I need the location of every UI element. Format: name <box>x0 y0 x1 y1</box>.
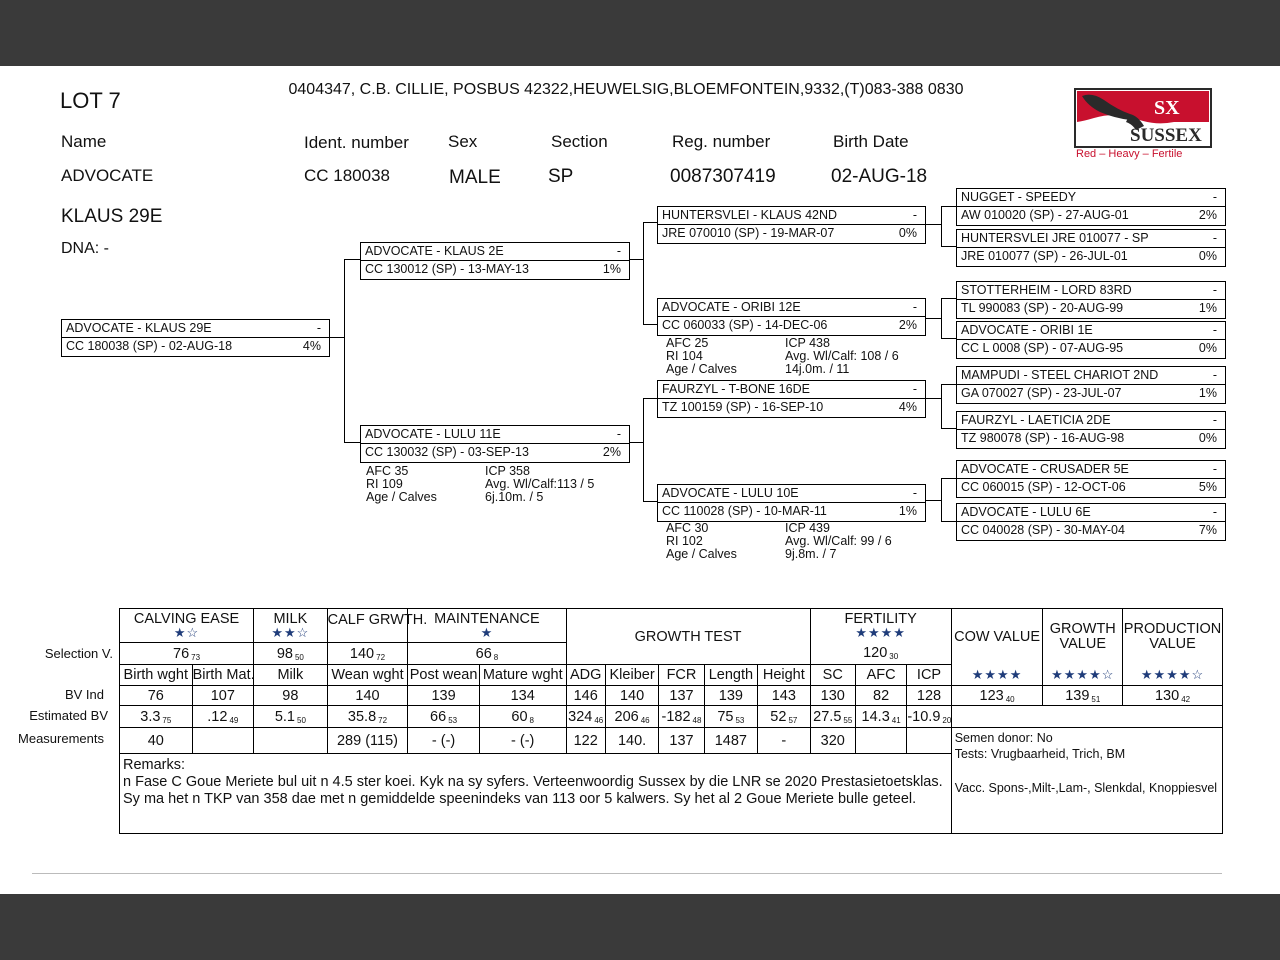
pedigree-line <box>941 206 942 247</box>
pedigree-id: CC 040028 (SP) - 30-MAY-04 <box>961 523 1125 537</box>
group-header-row <box>120 609 1223 643</box>
meas-cell: 137 <box>659 728 704 754</box>
pedigree-line <box>941 384 942 429</box>
remarks-title: Remarks: <box>123 757 186 773</box>
header-reg: Reg. number <box>672 132 771 151</box>
meas-cell <box>907 728 951 754</box>
pedigree-pct: 7% <box>1198 523 1217 537</box>
pedigree-name: NUGGET - SPEEDY <box>961 190 1077 204</box>
bv-cell: 98 <box>254 686 328 706</box>
logo-tagline: Red – Heavy – Fertile <box>1076 148 1183 160</box>
lot-number: LOT 7 <box>60 88 121 113</box>
growth-value: 139 $_{51}$ <box>1043 686 1123 706</box>
semen-donor: Semen donor: No <box>954 731 1053 745</box>
meas-cell <box>254 728 328 754</box>
animal-title: KLAUS 29E <box>61 206 163 227</box>
pedigree-pct: 1% <box>602 262 621 276</box>
pedigree-sds <box>956 281 1226 319</box>
pedigree-line <box>344 259 345 443</box>
ebv-cell: 3.3 $_{75}$ <box>120 706 193 728</box>
dam-dam-stats-left: AFC 30 RI 102 Age / Calves <box>666 521 737 561</box>
pedigree-self <box>61 319 330 357</box>
group-production-value: PRODUCTION VALUE <box>1123 609 1223 665</box>
pedigree-name: ADVOCATE - LULU 10E <box>662 486 799 500</box>
bv-cell: 139 <box>408 686 480 706</box>
pedigree-line <box>629 259 644 260</box>
pedigree-dam-dam <box>657 484 926 522</box>
fertility-stars: ★★★★ <box>855 624 906 640</box>
pedigree-line <box>941 298 956 299</box>
maintenance-stars: ★ <box>480 624 494 640</box>
pedigree-name: ADVOCATE - ORIBI 12E <box>662 300 801 314</box>
production-value-stars: ★★★★☆ <box>1123 665 1223 686</box>
pedigree-line <box>925 224 942 225</box>
bv-cell: 139 <box>704 686 757 706</box>
ebv-cell: 35.8 $_{72}$ <box>327 706 408 728</box>
production-value: 130 $_{42}$ <box>1123 686 1223 706</box>
bv-cell: 76 <box>120 686 193 706</box>
pedigree-flag: - <box>616 244 621 258</box>
pedigree-id: TL 990083 (SP) - 20-AUG-99 <box>961 301 1124 315</box>
pedigree-name: ADVOCATE - KLAUS 2E <box>365 244 504 258</box>
animal-sex: MALE <box>449 167 501 188</box>
bv-cell: 137 <box>659 686 704 706</box>
meas-cell: 320 <box>810 728 855 754</box>
selection-calf: 140 $_{72}$ <box>327 643 408 665</box>
meas-cell: 1487 <box>704 728 757 754</box>
sub-header: FCR <box>659 665 704 686</box>
bottom-dark-band <box>0 894 1280 960</box>
sussex-logo <box>1074 88 1212 160</box>
sub-header: ADG <box>566 665 605 686</box>
owner-details: 0404347, C.B. CILLIE, POSBUS 42322,HEUWELSIG,BLOEMFONTEIN,9332,(T)083-388 0830 <box>288 81 964 98</box>
pedigree-id: CC 060033 (SP) - 14-DEC-06 <box>662 318 828 332</box>
pedigree-id: AW 010020 (SP) - 27-AUG-01 <box>961 208 1129 222</box>
header-section: Section <box>551 132 608 151</box>
pedigree-dds <box>956 460 1226 498</box>
pedigree-pct: 2% <box>1198 208 1217 222</box>
header-ident: Ident. number <box>304 133 409 152</box>
sub-header: ICP <box>907 665 951 686</box>
milk-stars: ★★☆ <box>271 624 310 640</box>
sub-header: AFC <box>855 665 906 686</box>
sub-header: Kleiber <box>605 665 658 686</box>
calving-stars: ★☆ <box>173 624 200 640</box>
pedigree-line <box>925 500 942 501</box>
dna-status: DNA: - <box>61 240 109 257</box>
dam-stats-right: ICP 358 Avg. Wl/Calf:113 / 5 6j.10m. / 5 <box>485 464 595 504</box>
pedigree-sire <box>360 242 630 280</box>
selection-calving: 76 $_{73}$ <box>120 643 254 665</box>
pedigree-pct: 1% <box>898 504 917 518</box>
pedigree-flag: - <box>1212 231 1217 245</box>
row-label-bv: BV Ind <box>64 687 104 702</box>
pedigree-dam-sire <box>657 380 926 418</box>
pedigree-dss <box>956 366 1226 404</box>
pedigree-pct: 0% <box>1198 341 1217 355</box>
meas-cell: 122 <box>566 728 605 754</box>
ebv-cell: 52 $_{57}$ <box>758 706 810 728</box>
pedigree-line <box>941 521 956 522</box>
pedigree-dsd <box>956 411 1226 449</box>
group-milk: MILK ★★☆ <box>254 609 328 643</box>
group-growth-test: GROWTH TEST <box>566 609 810 665</box>
pedigree-pct: 0% <box>898 226 917 240</box>
group-calf-growth: CALF GRWTH. <box>327 609 408 643</box>
remarks-text: n Fase C Goue Meriete bul uit n 4.5 ster koei. Kyk na sy syfers. Verteenwoordig Sussex by die LNR se 2020 Prestasietoetsklas. Sy ma het n TKP van 358 dae met n gemiddelde speenindeks van 113 oor 5 kalwers. Sy het al 2 Goue Meriete bulle geteel. <box>123 774 943 807</box>
ebv-row <box>120 706 1223 728</box>
meas-cell: 140. <box>605 728 658 754</box>
bv-row <box>120 686 1223 706</box>
tests: Tests: Vrugbaarheid, Trich, BM <box>954 747 1126 761</box>
cow-value-stars: ★★★★ <box>951 665 1043 686</box>
sub-header: Birth Mat. <box>192 665 254 686</box>
pedigree-line <box>643 222 657 223</box>
ebv-cell: 14.3 $_{41}$ <box>855 706 906 728</box>
bv-cell: 107 <box>192 686 254 706</box>
pedigree-name: ADVOCATE - LULU 6E <box>961 505 1091 519</box>
pedigree-flag: - <box>1212 190 1217 204</box>
animal-section: SP <box>548 166 574 187</box>
pedigree-line <box>941 246 956 247</box>
pedigree-line <box>643 398 657 399</box>
ebv-cell: 5.1 $_{50}$ <box>254 706 328 728</box>
animal-reg: 0087307419 <box>670 166 776 187</box>
pedigree-flag: - <box>912 382 917 396</box>
pedigree-name: ADVOCATE - LULU 11E <box>365 427 501 441</box>
pedigree-flag: - <box>1212 283 1217 297</box>
pedigree-id: JRE 070010 (SP) - 19-MAR-07 <box>662 226 835 240</box>
sire-dam-stats-left: AFC 25 RI 104 Age / Calves <box>666 336 737 376</box>
group-calving: CALVING EASE ★☆ <box>120 609 254 643</box>
pedigree-line <box>941 298 942 339</box>
sub-header-row <box>120 665 1223 686</box>
pedigree-line <box>344 442 360 443</box>
pedigree-line <box>941 478 942 522</box>
pedigree-pct: 4% <box>898 400 917 414</box>
pedigree-flag: - <box>1212 505 1217 519</box>
pedigree-line <box>925 398 942 399</box>
ebv-cell: 27.5 $_{55}$ <box>810 706 855 728</box>
pedigree-sire-sire <box>657 206 926 244</box>
bv-cell: 146 <box>566 686 605 706</box>
pedigree-name: ADVOCATE - ORIBI 1E <box>961 323 1093 337</box>
ebv-cell: 206 $_{46}$ <box>605 706 658 728</box>
vaccinations: Vacc. Spons-,Milt-,Lam-, Slenkdal, Knoppiesvel <box>954 781 1218 795</box>
pedigree-flag: - <box>1212 413 1217 427</box>
pedigree-line <box>629 442 644 443</box>
animal-birth: 02-AUG-18 <box>831 166 928 187</box>
ebv-cell: 66 $_{53}$ <box>408 706 480 728</box>
footer-rule <box>32 873 1222 874</box>
pedigree-line <box>344 259 360 260</box>
pedigree-name: HUNTERSVLEI JRE 010077 - SP <box>961 231 1149 245</box>
sub-header: Milk <box>254 665 328 686</box>
pedigree-line <box>941 478 956 479</box>
pedigree-pct: 1% <box>1198 386 1217 400</box>
pedigree-id: CC 130032 (SP) - 03-SEP-13 <box>365 445 529 459</box>
pedigree-flag: - <box>912 208 917 222</box>
pedigree-line <box>941 428 956 429</box>
ebv-cell: -10.9 $_{20}$ <box>907 706 951 728</box>
meas-cell: 40 <box>120 728 193 754</box>
ebv-values-blank <box>951 706 1222 728</box>
header-name: Name <box>61 132 107 151</box>
sub-header: Mature wght <box>479 665 566 686</box>
sub-header: SC <box>810 665 855 686</box>
pedigree-pct: 2% <box>602 445 621 459</box>
pedigree-pct: 1% <box>1198 301 1217 315</box>
pedigree-line <box>643 398 644 502</box>
pedigree-pct: 0% <box>1198 431 1217 445</box>
bv-cell: 140 <box>605 686 658 706</box>
row-label-selection: Selection V. <box>44 646 113 661</box>
pedigree-sdd <box>956 321 1226 359</box>
meas-cell: - (-) <box>479 728 566 754</box>
pedigree-flag: - <box>1212 368 1217 382</box>
dam-dam-stats-right: ICP 439 Avg. Wl/Calf: 99 / 6 9j.8m. / 7 <box>785 521 892 561</box>
pedigree-name: ADVOCATE - KLAUS 29E <box>66 321 212 335</box>
pedigree-id: CC 060015 (SP) - 12-OCT-06 <box>961 480 1126 494</box>
pedigree-line <box>329 337 345 338</box>
bv-cell: 143 <box>758 686 810 706</box>
animal-name: ADVOCATE <box>61 166 154 185</box>
row-label-ebv: Estimated BV <box>29 708 108 723</box>
pedigree-name: FAURZYL - T-BONE 16DE <box>662 382 810 396</box>
ebv-cell: -182 $_{48}$ <box>659 706 704 728</box>
group-fertility: FERTILITY ★★★★ <box>810 609 951 643</box>
dam-stats-left: AFC 35 RI 109 Age / Calves <box>366 464 437 504</box>
pedigree-name: ADVOCATE - CRUSADER 5E <box>961 462 1129 476</box>
selection-maintenance: 66 $_8$ <box>408 643 566 665</box>
health-info <box>951 728 1222 834</box>
pedigree-line <box>643 324 657 325</box>
pedigree-line <box>941 338 956 339</box>
selection-fertility: 120 $_{30}$ <box>810 643 951 665</box>
sire-dam-stats-right: ICP 438 Avg. Wl/Calf: 108 / 6 14j.0m. / 11 <box>785 336 899 376</box>
bv-cell: 128 <box>907 686 951 706</box>
remarks <box>120 754 952 834</box>
pedigree-id: CC 130012 (SP) - 13-MAY-13 <box>365 262 529 276</box>
header-birth: Birth Date <box>833 132 909 151</box>
meas-cell: - <box>758 728 810 754</box>
pedigree-flag: - <box>616 427 621 441</box>
sub-header: Length <box>704 665 757 686</box>
ebv-cell: 324 $_{46}$ <box>566 706 605 728</box>
ebv-cell: 75 $_{53}$ <box>704 706 757 728</box>
meas-cell: - (-) <box>408 728 480 754</box>
bv-cell: 134 <box>479 686 566 706</box>
animal-ident: CC 180038 <box>304 166 391 185</box>
pedigree-name: MAMPUDI - STEEL CHARIOT 2ND <box>961 368 1159 382</box>
pedigree-name: STOTTERHEIM - LORD 83RD <box>961 283 1132 297</box>
ebv-cell: .12 $_{49}$ <box>192 706 254 728</box>
pedigree-ddd <box>956 503 1226 541</box>
bv-cell: 82 <box>855 686 906 706</box>
pedigree-id: TZ 980078 (SP) - 16-AUG-98 <box>961 431 1125 445</box>
pedigree-dam <box>360 425 630 463</box>
meas-cell <box>192 728 254 754</box>
sub-header: Height <box>758 665 810 686</box>
pedigree-pct: 0% <box>1198 249 1217 263</box>
ebv-cell: 60 $_8$ <box>479 706 566 728</box>
header-sex: Sex <box>448 132 478 151</box>
meas-cell <box>855 728 906 754</box>
pedigree-line <box>941 384 956 385</box>
pedigree-flag: - <box>1212 323 1217 337</box>
pedigree-line <box>643 501 657 502</box>
logo-wordmark: SUSSEX <box>1130 125 1202 146</box>
pedigree-line <box>643 222 644 325</box>
measurements-row <box>120 728 1223 754</box>
group-cow-value: COW VALUE <box>951 609 1043 665</box>
bv-cell: 130 <box>810 686 855 706</box>
pedigree-id: CC 110028 (SP) - 10-MAR-11 <box>662 504 827 518</box>
sub-header: Post wean <box>408 665 480 686</box>
selection-milk: 98 $_{50}$ <box>254 643 328 665</box>
pedigree-id: CC L 0008 (SP) - 07-AUG-95 <box>961 341 1124 355</box>
pedigree-ssd <box>956 229 1226 267</box>
pedigree-pct: 5% <box>1198 480 1217 494</box>
pedigree-sire-dam <box>657 298 926 336</box>
pedigree-pct: 2% <box>898 318 917 332</box>
pedigree-flag: - <box>912 486 917 500</box>
row-label-meas: Measurements <box>18 731 104 746</box>
pedigree-id: JRE 010077 (SP) - 26-JUL-01 <box>961 249 1128 263</box>
pedigree-id: CC 180038 (SP) - 02-AUG-18 <box>66 339 233 353</box>
pedigree-name: FAURZYL - LAETICIA 2DE <box>961 413 1111 427</box>
bv-cell: 140 <box>327 686 408 706</box>
group-growth-value: GROWTH VALUE <box>1043 609 1123 665</box>
group-maintenance: MAINTENANCE ★ <box>408 609 566 643</box>
pedigree-line <box>925 318 942 319</box>
pedigree-pct: 4% <box>302 339 321 353</box>
sub-header: Birth wght <box>120 665 193 686</box>
pedigree-flag: - <box>316 321 321 335</box>
pedigree-id: TZ 100159 (SP) - 16-SEP-10 <box>662 400 824 414</box>
pedigree-flag: - <box>1212 462 1217 476</box>
pedigree-name: HUNTERSVLEI - KLAUS 42ND <box>662 208 838 222</box>
top-dark-band <box>0 0 1280 66</box>
sub-header: Wean wght <box>327 665 408 686</box>
growth-value-stars: ★★★★☆ <box>1043 665 1123 686</box>
pedigree-sss <box>956 188 1226 226</box>
pedigree-flag: - <box>912 300 917 314</box>
logo-mark: SX <box>1154 97 1180 119</box>
meas-cell: 289 (115) <box>327 728 408 754</box>
performance-table <box>119 608 1223 834</box>
pedigree-id: GA 070027 (SP) - 23-JUL-07 <box>961 386 1122 400</box>
pedigree-line <box>941 206 956 207</box>
cow-value: 123 $_{40}$ <box>951 686 1043 706</box>
